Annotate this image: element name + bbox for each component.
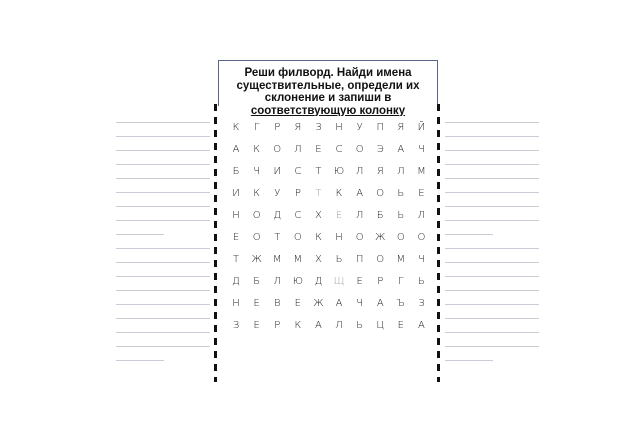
answer-line[interactable]: [445, 234, 493, 235]
answer-line[interactable]: [445, 122, 539, 123]
answer-line[interactable]: [116, 346, 210, 347]
task-instruction-line-3: склонение и запиши в: [264, 92, 392, 104]
filword-cell: З: [315, 121, 323, 133]
filword-cell: О: [355, 143, 365, 155]
filword-cell: Е: [418, 187, 426, 199]
answer-line[interactable]: [445, 262, 539, 263]
filword-cell: Б: [232, 165, 240, 177]
filword-cell: О: [293, 231, 303, 243]
filword-cell: К: [294, 319, 302, 331]
filword-cell: О: [417, 231, 426, 243]
filword-cell: Ь: [418, 275, 426, 287]
left-column-divider: [214, 104, 217, 382]
answer-line[interactable]: [116, 178, 210, 179]
filword-cell: Е: [232, 231, 240, 243]
task-instruction-line-2: существительные, определи их: [236, 79, 420, 92]
answer-line[interactable]: [116, 122, 210, 123]
answer-line[interactable]: [445, 220, 539, 221]
filword-cell: Т: [274, 231, 281, 243]
filword-cell: Ч: [356, 297, 364, 309]
filword-cell: Н: [335, 231, 344, 243]
filword-cell: Я: [376, 165, 385, 177]
filword-cell: А: [418, 319, 426, 331]
answer-line[interactable]: [445, 248, 539, 249]
answer-line[interactable]: [445, 332, 539, 333]
filword-cell: Е: [397, 319, 405, 331]
answer-line[interactable]: [116, 136, 210, 137]
filword-cell: О: [273, 143, 282, 155]
filword-cell: Ж: [313, 297, 325, 309]
filword-cell: К: [315, 231, 323, 243]
filword-cell: Т: [232, 253, 240, 265]
answer-line[interactable]: [116, 164, 210, 165]
filword-cell: Р: [274, 121, 281, 133]
filword-cell: К: [253, 143, 261, 155]
task-instruction-line-4: соответствующую колонку: [250, 104, 406, 117]
filword-cell: Н: [335, 121, 344, 133]
filword-cell: П: [355, 253, 364, 265]
answer-line[interactable]: [445, 150, 539, 151]
filword-cell: Р: [274, 319, 281, 331]
answer-line[interactable]: [445, 178, 539, 179]
right-column-divider: [437, 104, 440, 382]
filword-cell: Н: [232, 209, 241, 221]
filword-cell: Л: [397, 165, 406, 177]
filword-cell: Ч: [253, 165, 261, 177]
filword-cell: Д: [314, 275, 323, 287]
filword-cell: Ц: [376, 319, 385, 331]
filword-cell: Б: [253, 275, 261, 287]
filword-cell: Е: [253, 297, 261, 309]
filword-cell: Г: [398, 275, 405, 287]
answer-line[interactable]: [116, 304, 210, 305]
filword-cell: О: [252, 209, 262, 221]
filword-cell: Ч: [418, 143, 426, 155]
answer-line[interactable]: [445, 360, 493, 361]
filword-cell: Ю: [333, 165, 345, 177]
filword-cell: С: [294, 165, 302, 177]
filword-cell: О: [252, 231, 262, 243]
filword-cell: Е: [253, 319, 261, 331]
filword-letter-grid: [226, 116, 432, 336]
answer-line[interactable]: [116, 360, 164, 361]
filword-cell: М: [417, 165, 427, 177]
filword-cell: О: [355, 231, 365, 243]
filword-cell: Е: [294, 297, 302, 309]
filword-cell: П: [376, 121, 385, 133]
filword-cell: Щ: [333, 275, 346, 287]
left-answer-column: [116, 122, 210, 372]
answer-line[interactable]: [445, 318, 539, 319]
filword-cell: З: [418, 297, 426, 309]
answer-line[interactable]: [116, 318, 210, 319]
filword-cell: Е: [356, 275, 364, 287]
answer-line[interactable]: [445, 276, 539, 277]
filword-puzzle: [226, 116, 432, 336]
filword-cell: Л: [273, 275, 282, 287]
filword-cell: А: [315, 319, 323, 331]
filword-cell: Ч: [418, 253, 426, 265]
answer-line[interactable]: [116, 220, 210, 221]
filword-cell: Д: [232, 275, 241, 287]
filword-cell: Й: [417, 121, 426, 133]
filword-cell: А: [356, 187, 364, 199]
answer-line[interactable]: [116, 262, 210, 263]
answer-line[interactable]: [116, 234, 164, 235]
answer-line[interactable]: [445, 346, 539, 347]
filword-cell: Э: [376, 143, 385, 155]
answer-line[interactable]: [116, 332, 210, 333]
answer-line[interactable]: [445, 136, 539, 137]
filword-cell: Ь: [335, 253, 343, 265]
filword-cell: Ж: [251, 253, 263, 265]
filword-cell: Е: [335, 209, 343, 221]
filword-cell: Л: [355, 165, 364, 177]
filword-cell: А: [232, 143, 240, 155]
filword-cell: О: [376, 253, 385, 265]
filword-cell: К: [253, 187, 261, 199]
filword-cell: Я: [397, 121, 405, 133]
filword-cell: О: [376, 187, 385, 199]
answer-line[interactable]: [116, 248, 210, 249]
filword-cell: Г: [253, 121, 260, 133]
answer-line[interactable]: [116, 192, 210, 193]
filword-cell: Ъ: [396, 297, 406, 309]
filword-cell: Т: [315, 187, 322, 199]
filword-cell: А: [335, 297, 343, 309]
filword-cell: Л: [355, 209, 364, 221]
filword-cell: Л: [335, 319, 344, 331]
filword-cell: Я: [294, 121, 302, 133]
filword-cell: М: [396, 253, 406, 265]
filword-cell: М: [293, 253, 303, 265]
answer-line[interactable]: [116, 276, 210, 277]
filword-cell: Ь: [397, 209, 405, 221]
filword-cell: Т: [315, 165, 322, 177]
filword-cell: Ь: [397, 187, 405, 199]
task-instruction-line-1: Реши филворд. Найди имена: [244, 67, 412, 79]
answer-line[interactable]: [116, 150, 210, 151]
filword-cell: С: [294, 209, 302, 221]
answer-line[interactable]: [116, 206, 210, 207]
filword-cell: О: [396, 231, 406, 243]
answer-line[interactable]: [116, 290, 210, 291]
filword-cell: В: [273, 297, 282, 309]
answer-line[interactable]: [445, 304, 539, 305]
filword-cell: Н: [232, 297, 241, 309]
filword-cell: Л: [417, 209, 426, 221]
answer-line[interactable]: [445, 164, 539, 165]
filword-cell: Р: [294, 187, 302, 199]
filword-cell: А: [376, 297, 385, 309]
filword-cell: М: [272, 253, 283, 265]
filword-cell: З: [232, 319, 240, 331]
filword-cell: Е: [315, 143, 323, 155]
answer-line[interactable]: [445, 290, 539, 291]
filword-cell: Ж: [375, 231, 386, 243]
filword-cell: Л: [294, 143, 303, 155]
filword-cell: Б: [376, 209, 385, 221]
right-answer-column: [445, 122, 537, 372]
filword-cell: Р: [377, 275, 384, 287]
filword-cell: И: [273, 165, 282, 177]
filword-cell: К: [232, 121, 240, 133]
filword-cell: Х: [315, 253, 323, 265]
filword-cell: С: [335, 143, 344, 155]
task-instruction: [218, 60, 438, 117]
filword-cell: У: [274, 187, 281, 199]
answer-line[interactable]: [445, 192, 539, 193]
answer-line[interactable]: [445, 206, 539, 207]
filword-cell: Д: [273, 209, 282, 221]
filword-cell: И: [232, 187, 241, 199]
filword-cell: К: [335, 187, 343, 199]
filword-cell: Ю: [292, 275, 304, 287]
filword-cell: У: [356, 121, 364, 133]
filword-cell: А: [397, 143, 405, 155]
filword-cell: Х: [315, 209, 323, 221]
filword-cell: Ь: [356, 319, 364, 331]
